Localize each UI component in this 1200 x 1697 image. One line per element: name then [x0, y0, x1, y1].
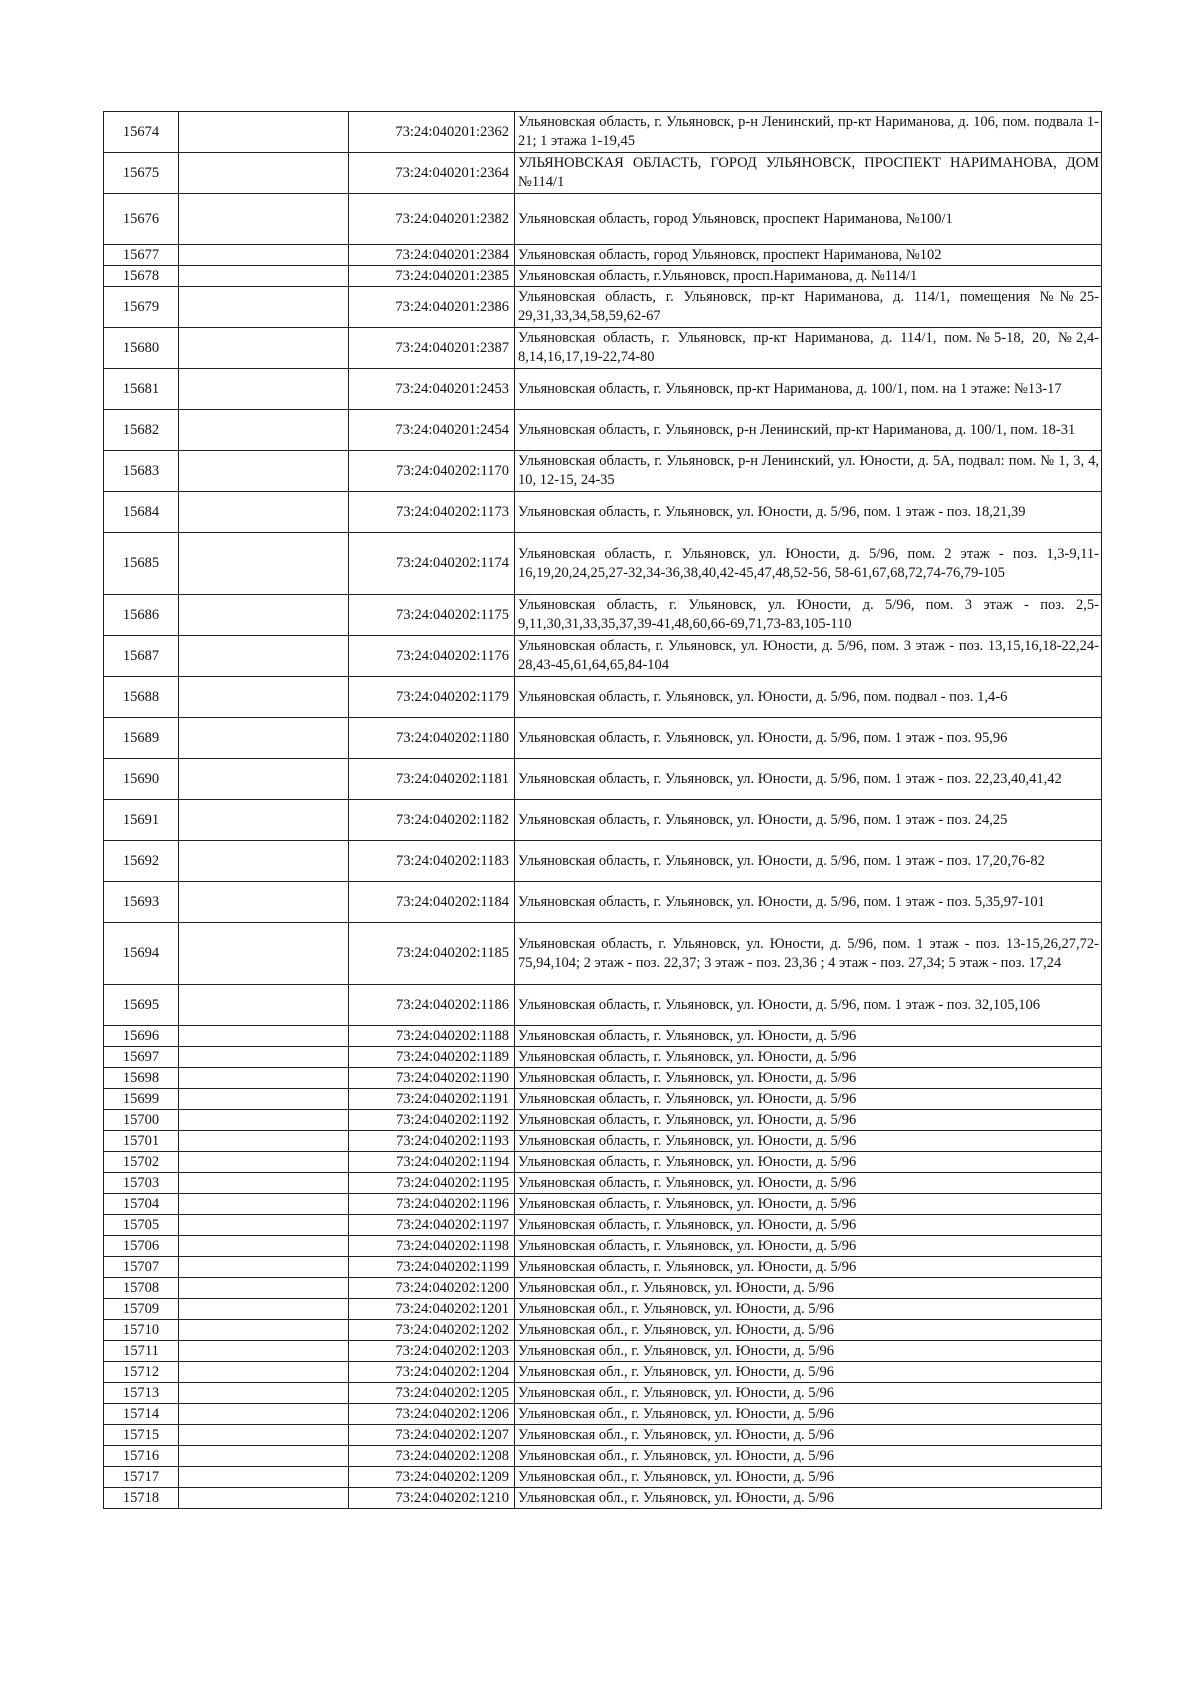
cadastral-number-cell: 73:24:040202:1194 — [349, 1152, 515, 1173]
table-row — [104, 194, 1102, 245]
table-row — [104, 718, 1102, 759]
table-row — [104, 1446, 1102, 1467]
row-number-cell: 15718 — [104, 1488, 179, 1509]
table-row — [104, 841, 1102, 882]
address-cell: Ульяновская область, г. Ульяновск, р-н Ленинский, пр-кт Нариманова, д. 106, пом. подвала 1-21; 1 этажа 1-19,45 — [515, 112, 1102, 153]
address-cell: Ульяновская область, г. Ульяновск, ул. Юности, д. 5/96 — [515, 1047, 1102, 1068]
table-row — [104, 1299, 1102, 1320]
table-row — [104, 1215, 1102, 1236]
table-row — [104, 492, 1102, 533]
row-number-cell: 15699 — [104, 1089, 179, 1110]
address-cell: Ульяновская область, г. Ульяновск, пр-кт Нариманова, д. 114/1, пом.№5-18, 20, №2,4-8,14,16,17,19-22,74-80 — [515, 328, 1102, 369]
empty-cell — [179, 410, 349, 451]
empty-cell — [179, 492, 349, 533]
empty-cell — [179, 112, 349, 153]
row-number-cell: 15689 — [104, 718, 179, 759]
table-row — [104, 636, 1102, 677]
empty-cell — [179, 1257, 349, 1278]
empty-cell — [179, 841, 349, 882]
address-cell: Ульяновская область, г. Ульяновск, ул. Юности, д. 5/96, пом. 1 этаж - поз. 18,21,39 — [515, 492, 1102, 533]
cadastral-number-cell: 73:24:040202:1203 — [349, 1341, 515, 1362]
address-cell: Ульяновская область, г. Ульяновск, ул. Юности, д. 5/96 — [515, 1257, 1102, 1278]
row-number-cell: 15715 — [104, 1425, 179, 1446]
address-cell: Ульяновская область, г. Ульяновск, ул. Юности, д. 5/96, пом. 2 этаж - поз. 1,3-9,11-16,19,20,24,25,27-32,34-36,38,40,42-45,47,48,52-56, 58-61,67,68,72,74-76,79-105 — [515, 533, 1102, 595]
table-row — [104, 595, 1102, 636]
empty-cell — [179, 245, 349, 266]
table-row — [104, 1131, 1102, 1152]
row-number-cell: 15712 — [104, 1362, 179, 1383]
address-cell: Ульяновская область, г. Ульяновск, пр-кт Нариманова, д. 114/1, помещения №№25-29,31,33,34,58,59,62-67 — [515, 287, 1102, 328]
address-cell: Ульяновская область, г. Ульяновск, ул. Юности, д. 5/96, пом. 3 этаж - поз. 13,15,16,18-22,24-28,43-45,61,64,65,84-104 — [515, 636, 1102, 677]
address-cell: Ульяновская область, г. Ульяновск, ул. Юности, д. 5/96 — [515, 1089, 1102, 1110]
address-cell: Ульяновская область, г. Ульяновск, ул. Юности, д. 5/96 — [515, 1215, 1102, 1236]
cadastral-number-cell: 73:24:040202:1200 — [349, 1278, 515, 1299]
table-row — [104, 1362, 1102, 1383]
table-row — [104, 1257, 1102, 1278]
address-cell: Ульяновская область, г. Ульяновск, ул. Юности, д. 5/96, пом. 1 этаж - поз. 13-15,26,27,72-75,94,104; 2 этаж - поз. 22,37; 3 этаж - поз. 23,36 ; 4 этаж - поз. 27,34; 5 этаж - поз. 17,24 — [515, 923, 1102, 985]
table-row — [104, 1173, 1102, 1194]
row-number-cell: 15686 — [104, 595, 179, 636]
row-number-cell: 15708 — [104, 1278, 179, 1299]
address-cell: Ульяновская область, г. Ульяновск, ул. Юности, д. 5/96 — [515, 1236, 1102, 1257]
empty-cell — [179, 194, 349, 245]
address-cell: Ульяновская область, г. Ульяновск, ул. Юности, д. 5/96, пом. 1 этаж - поз. 17,20,76-82 — [515, 841, 1102, 882]
address-cell: Ульяновская область, г. Ульяновск, ул. Юности, д. 5/96, пом. 3 этаж - поз. 2,5-9,11,30,31,33,35,37,39-41,48,60,66-69,71,73-83,105-110 — [515, 595, 1102, 636]
address-cell: Ульяновская область, город Ульяновск, проспект Нариманова, №100/1 — [515, 194, 1102, 245]
address-cell: Ульяновская область, г. Ульяновск, ул. Юности, д. 5/96 — [515, 1026, 1102, 1047]
cadastral-number-cell: 73:24:040202:1175 — [349, 595, 515, 636]
table-row — [104, 1404, 1102, 1425]
cadastral-number-cell: 73:24:040202:1189 — [349, 1047, 515, 1068]
row-number-cell: 15688 — [104, 677, 179, 718]
empty-cell — [179, 1383, 349, 1404]
row-number-cell: 15706 — [104, 1236, 179, 1257]
row-number-cell: 15714 — [104, 1404, 179, 1425]
empty-cell — [179, 1320, 349, 1341]
cadastral-number-cell: 73:24:040202:1191 — [349, 1089, 515, 1110]
row-number-cell: 15698 — [104, 1068, 179, 1089]
address-cell: Ульяновская область, г. Ульяновск, р-н Ленинский, ул. Юности, д. 5А, подвал: пом. № 1, 3, 4, 10, 12-15, 24-35 — [515, 451, 1102, 492]
table-row — [104, 1467, 1102, 1488]
table-row — [104, 1320, 1102, 1341]
cadastral-number-cell: 73:24:040202:1185 — [349, 923, 515, 985]
cadastral-number-cell: 73:24:040202:1170 — [349, 451, 515, 492]
table-row — [104, 882, 1102, 923]
table-row — [104, 1047, 1102, 1068]
empty-cell — [179, 1236, 349, 1257]
address-cell: Ульяновская область, г. Ульяновск, ул. Юности, д. 5/96 — [515, 1131, 1102, 1152]
cadastral-number-cell: 73:24:040202:1173 — [349, 492, 515, 533]
address-cell: Ульяновская обл., г. Ульяновск, ул. Юности, д. 5/96 — [515, 1467, 1102, 1488]
empty-cell — [179, 595, 349, 636]
address-cell: УЛЬЯНОВСКАЯ ОБЛАСТЬ, ГОРОД УЛЬЯНОВСК, ПРОСПЕКТ НАРИМАНОВА, ДОМ №114/1 — [515, 153, 1102, 194]
cadastral-number-cell: 73:24:040202:1204 — [349, 1362, 515, 1383]
empty-cell — [179, 1089, 349, 1110]
address-cell: Ульяновская область, г. Ульяновск, ул. Юности, д. 5/96, пом. 1 этаж - поз. 22,23,40,41,42 — [515, 759, 1102, 800]
empty-cell — [179, 1215, 349, 1236]
table-row — [104, 1194, 1102, 1215]
cadastral-number-cell: 73:24:040202:1210 — [349, 1488, 515, 1509]
row-number-cell: 15709 — [104, 1299, 179, 1320]
address-cell: Ульяновская область, г. Ульяновск, ул. Юности, д. 5/96 — [515, 1194, 1102, 1215]
empty-cell — [179, 1425, 349, 1446]
row-number-cell: 15695 — [104, 985, 179, 1026]
address-cell: Ульяновская область, г. Ульяновск, ул. Юности, д. 5/96 — [515, 1152, 1102, 1173]
property-register-table — [103, 111, 1102, 1509]
address-cell: Ульяновская обл., г. Ульяновск, ул. Юности, д. 5/96 — [515, 1278, 1102, 1299]
cadastral-number-cell: 73:24:040201:2386 — [349, 287, 515, 328]
row-number-cell: 15700 — [104, 1110, 179, 1131]
cadastral-number-cell: 73:24:040201:2364 — [349, 153, 515, 194]
empty-cell — [179, 985, 349, 1026]
empty-cell — [179, 677, 349, 718]
address-cell: Ульяновская обл., г. Ульяновск, ул. Юности, д. 5/96 — [515, 1488, 1102, 1509]
table-row — [104, 451, 1102, 492]
row-number-cell: 15694 — [104, 923, 179, 985]
cadastral-number-cell: 73:24:040202:1208 — [349, 1446, 515, 1467]
table-row — [104, 245, 1102, 266]
address-cell: Ульяновская область, г. Ульяновск, пр-кт Нариманова, д. 100/1, пом. на 1 этаже: №13-17 — [515, 369, 1102, 410]
table-row — [104, 923, 1102, 985]
address-cell: Ульяновская обл., г. Ульяновск, ул. Юности, д. 5/96 — [515, 1383, 1102, 1404]
empty-cell — [179, 1278, 349, 1299]
address-cell: Ульяновская область, г.Ульяновск, просп.Нариманова, д. №114/1 — [515, 266, 1102, 287]
row-number-cell: 15687 — [104, 636, 179, 677]
cadastral-number-cell: 73:24:040201:2453 — [349, 369, 515, 410]
cadastral-number-cell: 73:24:040202:1196 — [349, 1194, 515, 1215]
cadastral-number-cell: 73:24:040202:1176 — [349, 636, 515, 677]
address-cell: Ульяновская обл., г. Ульяновск, ул. Юности, д. 5/96 — [515, 1299, 1102, 1320]
empty-cell — [179, 1173, 349, 1194]
empty-cell — [179, 923, 349, 985]
row-number-cell: 15676 — [104, 194, 179, 245]
empty-cell — [179, 1131, 349, 1152]
address-cell: Ульяновская обл., г. Ульяновск, ул. Юности, д. 5/96 — [515, 1425, 1102, 1446]
table-row — [104, 410, 1102, 451]
row-number-cell: 15716 — [104, 1446, 179, 1467]
cadastral-number-cell: 73:24:040201:2454 — [349, 410, 515, 451]
table-row — [104, 677, 1102, 718]
table-row — [104, 1425, 1102, 1446]
cadastral-number-cell: 73:24:040202:1188 — [349, 1026, 515, 1047]
table-row — [104, 759, 1102, 800]
table-row — [104, 1278, 1102, 1299]
cadastral-number-cell: 73:24:040202:1202 — [349, 1320, 515, 1341]
cadastral-number-cell: 73:24:040201:2362 — [349, 112, 515, 153]
empty-cell — [179, 759, 349, 800]
row-number-cell: 15675 — [104, 153, 179, 194]
table-row — [104, 1341, 1102, 1362]
table-row — [104, 1383, 1102, 1404]
table-row — [104, 1236, 1102, 1257]
empty-cell — [179, 1026, 349, 1047]
empty-cell — [179, 1404, 349, 1425]
cadastral-number-cell: 73:24:040202:1183 — [349, 841, 515, 882]
table-row — [104, 1110, 1102, 1131]
row-number-cell: 15692 — [104, 841, 179, 882]
empty-cell — [179, 369, 349, 410]
cadastral-number-cell: 73:24:040202:1207 — [349, 1425, 515, 1446]
cadastral-number-cell: 73:24:040202:1180 — [349, 718, 515, 759]
table-row — [104, 369, 1102, 410]
row-number-cell: 15696 — [104, 1026, 179, 1047]
table-row — [104, 985, 1102, 1026]
row-number-cell: 15701 — [104, 1131, 179, 1152]
address-cell: Ульяновская обл., г. Ульяновск, ул. Юности, д. 5/96 — [515, 1362, 1102, 1383]
table-row — [104, 1488, 1102, 1509]
address-cell: Ульяновская область, г. Ульяновск, ул. Юности, д. 5/96 — [515, 1110, 1102, 1131]
empty-cell — [179, 328, 349, 369]
cadastral-number-cell: 73:24:040201:2387 — [349, 328, 515, 369]
row-number-cell: 15683 — [104, 451, 179, 492]
cadastral-number-cell: 73:24:040202:1179 — [349, 677, 515, 718]
address-cell: Ульяновская обл., г. Ульяновск, ул. Юности, д. 5/96 — [515, 1320, 1102, 1341]
cadastral-number-cell: 73:24:040202:1206 — [349, 1404, 515, 1425]
empty-cell — [179, 1467, 349, 1488]
cadastral-number-cell: 73:24:040202:1197 — [349, 1215, 515, 1236]
cadastral-number-cell: 73:24:040202:1182 — [349, 800, 515, 841]
row-number-cell: 15702 — [104, 1152, 179, 1173]
address-cell: Ульяновская область, г. Ульяновск, ул. Юности, д. 5/96 — [515, 1173, 1102, 1194]
cadastral-number-cell: 73:24:040202:1205 — [349, 1383, 515, 1404]
cadastral-number-cell: 73:24:040202:1199 — [349, 1257, 515, 1278]
cadastral-number-cell: 73:24:040201:2385 — [349, 266, 515, 287]
cadastral-number-cell: 73:24:040202:1181 — [349, 759, 515, 800]
empty-cell — [179, 1110, 349, 1131]
table-row — [104, 266, 1102, 287]
empty-cell — [179, 1194, 349, 1215]
empty-cell — [179, 800, 349, 841]
address-cell: Ульяновская область, город Ульяновск, проспект Нариманова, №102 — [515, 245, 1102, 266]
empty-cell — [179, 266, 349, 287]
address-cell: Ульяновская область, г. Ульяновск, ул. Юности, д. 5/96, пом. 1 этаж - поз. 5,35,97-101 — [515, 882, 1102, 923]
table-row — [104, 1152, 1102, 1173]
address-cell: Ульяновская область, г. Ульяновск, ул. Юности, д. 5/96 — [515, 1068, 1102, 1089]
table-row — [104, 153, 1102, 194]
row-number-cell: 15693 — [104, 882, 179, 923]
empty-cell — [179, 1341, 349, 1362]
row-number-cell: 15697 — [104, 1047, 179, 1068]
row-number-cell: 15679 — [104, 287, 179, 328]
table-row — [104, 328, 1102, 369]
cadastral-number-cell: 73:24:040202:1190 — [349, 1068, 515, 1089]
cadastral-number-cell: 73:24:040202:1195 — [349, 1173, 515, 1194]
empty-cell — [179, 1047, 349, 1068]
table-row — [104, 287, 1102, 328]
address-cell: Ульяновская область, г. Ульяновск, ул. Юности, д. 5/96, пом. подвал - поз. 1,4-6 — [515, 677, 1102, 718]
empty-cell — [179, 1488, 349, 1509]
row-number-cell: 15684 — [104, 492, 179, 533]
cadastral-number-cell: 73:24:040201:2384 — [349, 245, 515, 266]
empty-cell — [179, 451, 349, 492]
table-row — [104, 533, 1102, 595]
address-cell: Ульяновская обл., г. Ульяновск, ул. Юности, д. 5/96 — [515, 1404, 1102, 1425]
empty-cell — [179, 1446, 349, 1467]
empty-cell — [179, 533, 349, 595]
empty-cell — [179, 1362, 349, 1383]
empty-cell — [179, 1152, 349, 1173]
address-cell: Ульяновская область, г. Ульяновск, ул. Юности, д. 5/96, пом. 1 этаж - поз. 95,96 — [515, 718, 1102, 759]
address-cell: Ульяновская область, г. Ульяновск, ул. Юности, д. 5/96, пом. 1 этаж - поз. 32,105,106 — [515, 985, 1102, 1026]
address-cell: Ульяновская область, г. Ульяновск, р-н Ленинский, пр-кт Нариманова, д. 100/1, пом. 18-31 — [515, 410, 1102, 451]
table-row — [104, 1068, 1102, 1089]
row-number-cell: 15713 — [104, 1383, 179, 1404]
empty-cell — [179, 718, 349, 759]
row-number-cell: 15678 — [104, 266, 179, 287]
row-number-cell: 15681 — [104, 369, 179, 410]
address-cell: Ульяновская обл., г. Ульяновск, ул. Юности, д. 5/96 — [515, 1446, 1102, 1467]
cadastral-number-cell: 73:24:040202:1209 — [349, 1467, 515, 1488]
table-body — [104, 112, 1102, 1509]
empty-cell — [179, 882, 349, 923]
cadastral-number-cell: 73:24:040202:1198 — [349, 1236, 515, 1257]
empty-cell — [179, 636, 349, 677]
table-row — [104, 1089, 1102, 1110]
row-number-cell: 15707 — [104, 1257, 179, 1278]
empty-cell — [179, 1299, 349, 1320]
row-number-cell: 15711 — [104, 1341, 179, 1362]
cadastral-number-cell: 73:24:040202:1201 — [349, 1299, 515, 1320]
empty-cell — [179, 153, 349, 194]
cadastral-number-cell: 73:24:040202:1186 — [349, 985, 515, 1026]
row-number-cell: 15705 — [104, 1215, 179, 1236]
cadastral-number-cell: 73:24:040202:1184 — [349, 882, 515, 923]
row-number-cell: 15682 — [104, 410, 179, 451]
empty-cell — [179, 1068, 349, 1089]
row-number-cell: 15717 — [104, 1467, 179, 1488]
cadastral-number-cell: 73:24:040202:1193 — [349, 1131, 515, 1152]
row-number-cell: 15674 — [104, 112, 179, 153]
cadastral-number-cell: 73:24:040202:1174 — [349, 533, 515, 595]
row-number-cell: 15685 — [104, 533, 179, 595]
row-number-cell: 15704 — [104, 1194, 179, 1215]
address-cell: Ульяновская область, г. Ульяновск, ул. Юности, д. 5/96, пом. 1 этаж - поз. 24,25 — [515, 800, 1102, 841]
cadastral-number-cell: 73:24:040202:1192 — [349, 1110, 515, 1131]
empty-cell — [179, 287, 349, 328]
cadastral-number-cell: 73:24:040201:2382 — [349, 194, 515, 245]
row-number-cell: 15710 — [104, 1320, 179, 1341]
table-row — [104, 800, 1102, 841]
table-row — [104, 1026, 1102, 1047]
row-number-cell: 15703 — [104, 1173, 179, 1194]
address-cell: Ульяновская обл., г. Ульяновск, ул. Юности, д. 5/96 — [515, 1341, 1102, 1362]
row-number-cell: 15691 — [104, 800, 179, 841]
row-number-cell: 15680 — [104, 328, 179, 369]
row-number-cell: 15690 — [104, 759, 179, 800]
table-row — [104, 112, 1102, 153]
row-number-cell: 15677 — [104, 245, 179, 266]
